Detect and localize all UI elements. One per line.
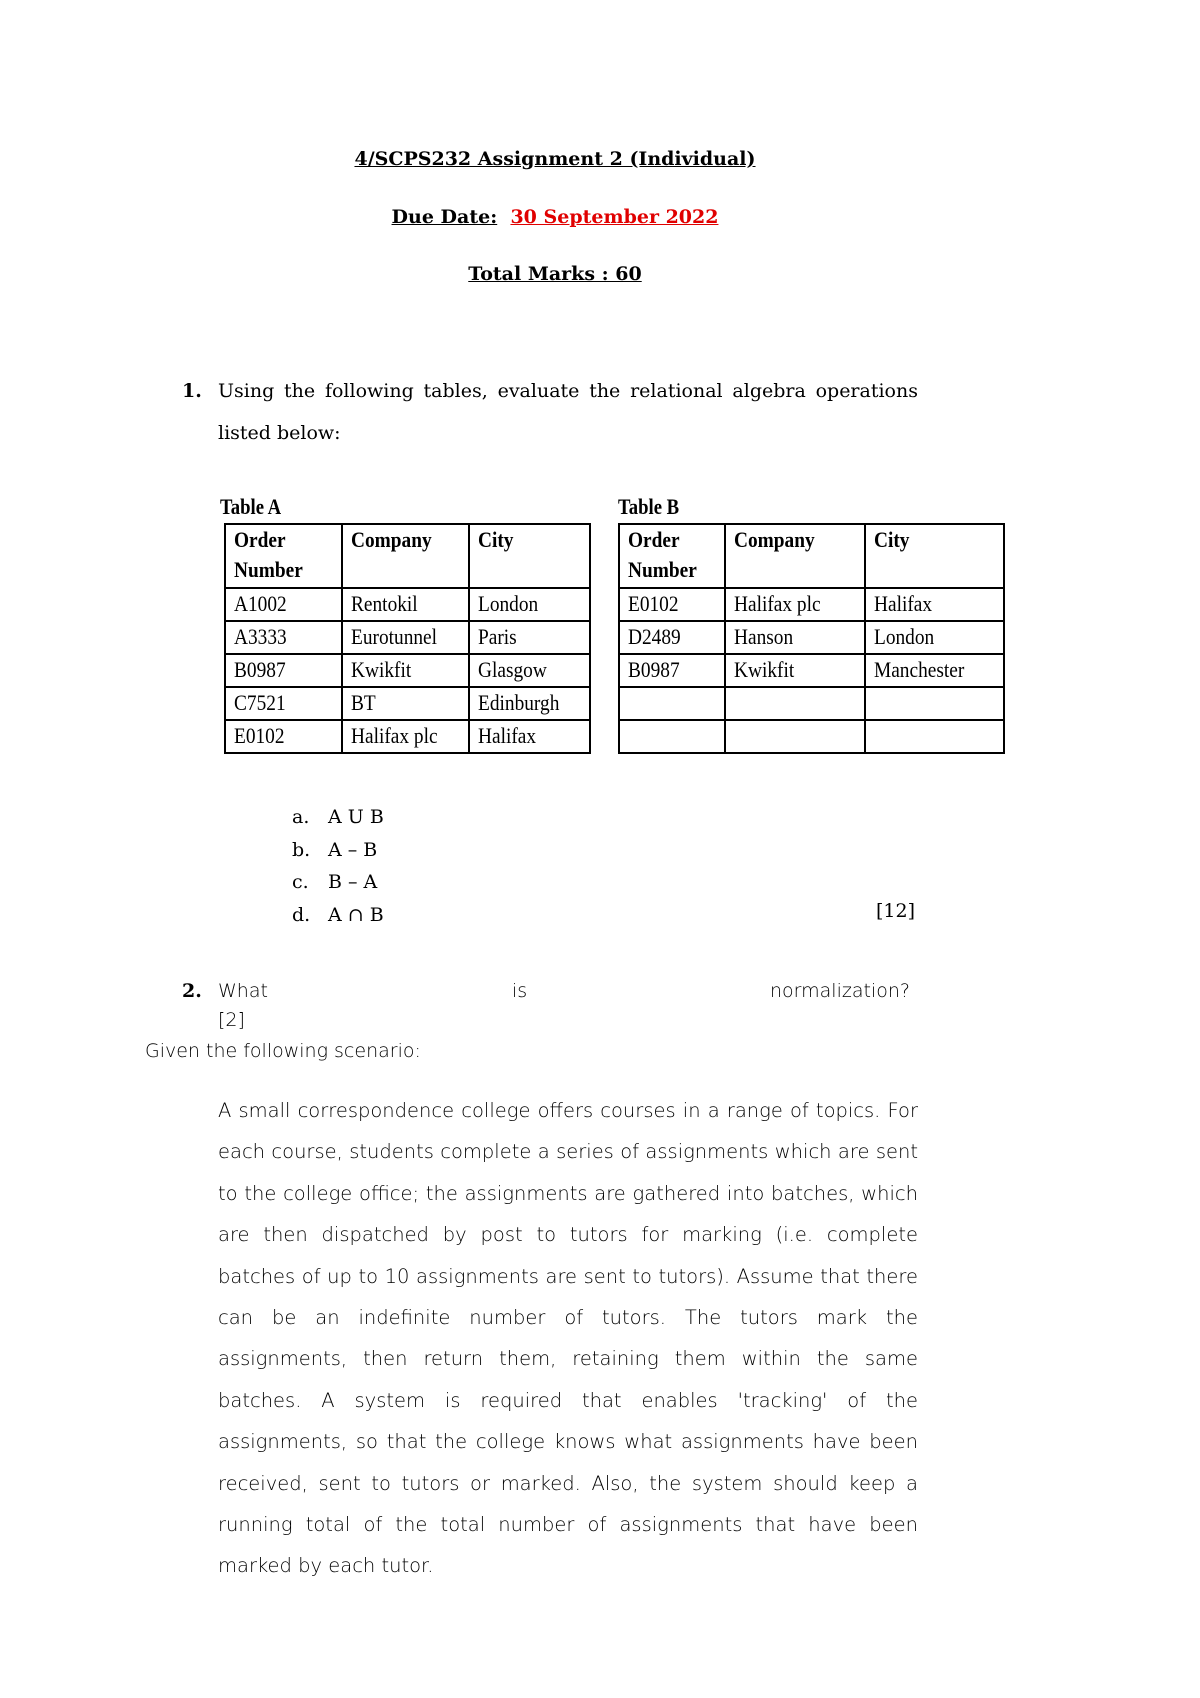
question-1-marks: [12] [876, 900, 916, 922]
operation-label: c. [292, 871, 309, 893]
total-marks: Total Marks : 60 [468, 263, 642, 285]
question-2-number: 2. [182, 980, 202, 1002]
table-cell: London [469, 588, 590, 621]
table-row [619, 720, 1004, 753]
table-row [619, 687, 1004, 720]
table-row [619, 588, 1004, 621]
table-row [225, 687, 590, 720]
table-cell [725, 720, 865, 753]
operation-label: a. [292, 806, 310, 828]
table-cell: Edinburgh [469, 687, 590, 720]
table-cell: Kwikfit [342, 654, 468, 687]
table-a-caption: Table A [220, 494, 282, 519]
table-cell: E0102 [225, 720, 342, 753]
table-row [619, 621, 1004, 654]
table-b [618, 523, 1005, 754]
table-cell [865, 687, 1004, 720]
table-b-header-cell: City [865, 524, 1004, 588]
table-b-caption: Table B [618, 494, 680, 519]
table-cell [725, 687, 865, 720]
table-cell: B0987 [225, 654, 342, 687]
table-a-header-cell: Company [342, 524, 468, 588]
table-row [619, 654, 1004, 687]
table-b-header-cell: Order Number [619, 524, 725, 588]
table-cell: Halifax [469, 720, 590, 753]
table-cell: London [865, 621, 1004, 654]
question-2-marks: [2] [218, 1009, 245, 1031]
table-cell: Paris [469, 621, 590, 654]
table-cell: Eurotunnel [342, 621, 468, 654]
table-cell: Hanson [725, 621, 865, 654]
table-cell: Kwikfit [725, 654, 865, 687]
table-cell: Glasgow [469, 654, 590, 687]
operation-label: d. [292, 903, 311, 926]
question-2-word-what: What [218, 980, 268, 1002]
table-b-header-cell: Company [725, 524, 865, 588]
table-cell: BT [342, 687, 468, 720]
question-2-word-normalization: normalization? [770, 980, 910, 1002]
table-cell [865, 720, 1004, 753]
operation-expression: A – B [328, 838, 378, 861]
operation-expression: A ∩ B [328, 903, 384, 926]
table-cell [619, 720, 725, 753]
table-cell: A3333 [225, 621, 342, 654]
table-cell: B0987 [619, 654, 725, 687]
scenario-intro: Given the following scenario: [145, 1040, 421, 1062]
document-title: 4/SCPS232 Assignment 2 (Individual) [354, 148, 756, 170]
table-a-header-row [225, 524, 590, 588]
table-row [225, 654, 590, 687]
scenario-text: A small correspondence college offers courses in a range of topics. For each course, students complete a series of assignments which are sent to the college office; the assignments are gathered into batches, which are then dispatched by post to tutors for marking (i.e. complete batches of up to 10 assignments are sent to tutors). Assume that there can be an indefinite number of tutors. The tutors mark the assignments, then return them, retaining them within the same batches. A system is required that enables 'tracking' of the assignments, so that the college knows what assignments have been received, sent to tutors or marked. Also, the system should keep a running total of the total number of assignments that have been marked by each tutor. [218, 1099, 918, 1578]
due-date-value: 30 September 2022 [510, 206, 719, 228]
table-b-header-row [619, 524, 1004, 588]
table-cell [619, 687, 725, 720]
question-1-text: Using the following tables, evaluate the relational algebra operations listed below: [218, 380, 918, 444]
question-1-number: 1. [182, 380, 202, 402]
table-cell: Rentokil [342, 588, 468, 621]
table-cell: Manchester [865, 654, 1004, 687]
operation-expression: B – A [328, 871, 378, 893]
table-row [225, 588, 590, 621]
due-date-label: Due Date: [391, 206, 498, 228]
table-cell: Halifax [865, 588, 1004, 621]
table-cell: E0102 [619, 588, 725, 621]
table-row [225, 621, 590, 654]
table-cell: Halifax plc [725, 588, 865, 621]
table-a [224, 523, 591, 754]
table-cell: Halifax plc [342, 720, 468, 753]
due-date-line [0, 206, 1110, 228]
question-2-word-is: is [512, 980, 528, 1002]
table-cell: A1002 [225, 588, 342, 621]
table-row [225, 720, 590, 753]
table-cell: C7521 [225, 687, 342, 720]
operation-label: b. [292, 838, 311, 861]
table-a-header-cell: City [469, 524, 590, 588]
table-cell: D2489 [619, 621, 725, 654]
table-a-header-cell: Order Number [225, 524, 342, 588]
operation-expression: A U B [328, 806, 384, 828]
